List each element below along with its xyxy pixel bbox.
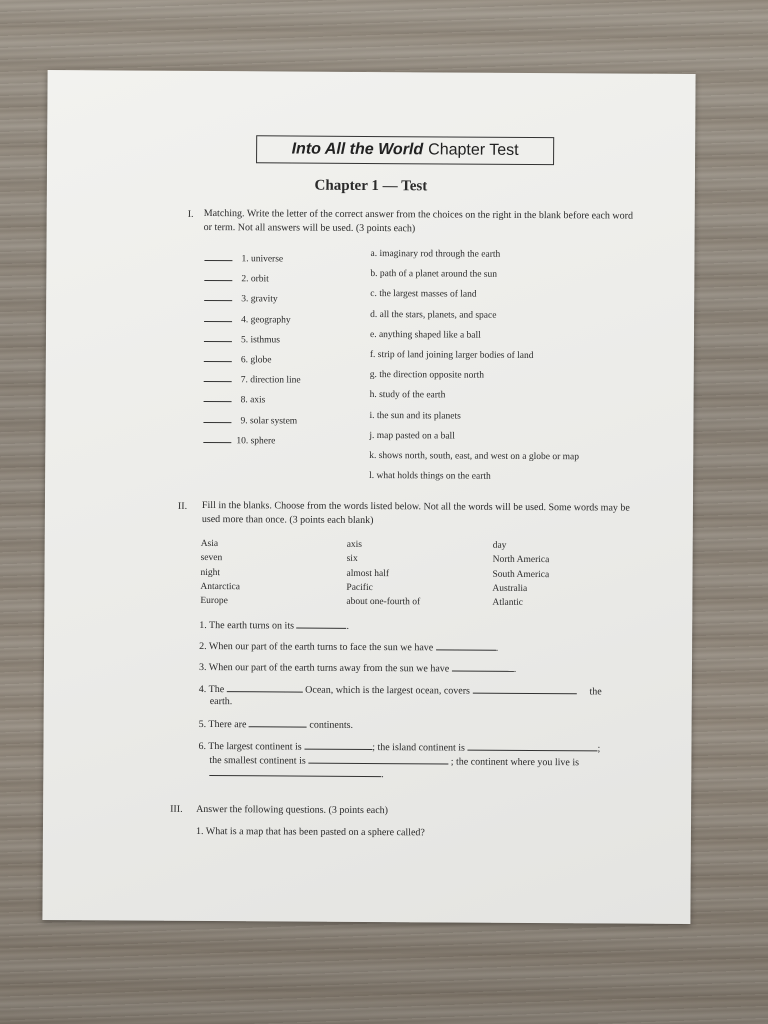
matching-term: 8. axis <box>240 395 266 406</box>
matching-choice: k. shows north, south, east, and west on a globe or map <box>369 451 580 463</box>
question-6-text-a: 6. The largest continent is <box>198 740 302 753</box>
matching-term: 10. sphere <box>236 435 276 447</box>
answer-blank-6a[interactable] <box>304 740 372 750</box>
section1-number: I. <box>187 208 194 220</box>
question-1: 1. The earth turns on its . <box>199 619 350 632</box>
section2-number: II. <box>177 500 188 512</box>
matching-term: 1. universe <box>241 254 284 265</box>
word-bank-item: Europe <box>200 596 228 607</box>
matching-term-row <box>203 433 275 446</box>
question-5-text-a: 5. There are <box>198 718 247 731</box>
question-4-text-c: the <box>589 686 602 698</box>
word-bank-item: Atlantic <box>492 597 523 609</box>
word-bank-item: axis <box>346 539 363 550</box>
title-italic: Into All the World <box>291 140 424 159</box>
matching-term: 9. solar system <box>240 415 298 427</box>
word-bank-item: North America <box>492 555 550 566</box>
matching-choice: i. the sun and its planets <box>369 410 461 422</box>
matching-term-row <box>204 271 269 284</box>
matching-choice: d. all the stars, planets, and space <box>370 309 497 321</box>
matching-term-row <box>204 291 277 304</box>
question-6-line3: . <box>209 766 384 780</box>
matching-answer-blank[interactable] <box>204 291 232 301</box>
matching-term: 4. geography <box>241 314 291 326</box>
matching-answer-blank[interactable] <box>203 433 231 443</box>
matching-answer-blank[interactable] <box>204 312 232 322</box>
matching-term-row <box>204 332 280 345</box>
word-bank-item: seven <box>200 553 223 564</box>
matching-answer-blank[interactable] <box>204 392 232 402</box>
matching-choice: g. the direction opposite north <box>369 370 485 381</box>
question-6-text-e: ; the continent where you live is <box>450 756 580 769</box>
word-bank-item: night <box>200 567 221 578</box>
section3-number: III. <box>170 803 183 815</box>
question-5 <box>199 717 354 731</box>
answer-blank-6b[interactable] <box>467 741 597 752</box>
title-box <box>256 135 554 165</box>
word-bank-item: six <box>346 554 358 565</box>
title-rest: Chapter Test <box>428 141 519 159</box>
question-1-text: 1. The earth turns on its <box>199 619 295 632</box>
question-2: 2. When our part of the earth turns to face the sun we have . <box>199 640 499 654</box>
question-3: 3. When our part of the earth turns away from the sun we have . <box>198 661 517 675</box>
matching-answer-blank[interactable] <box>204 271 232 281</box>
matching-choice: b. path of a planet around the sun <box>370 269 498 280</box>
answer-blank-4b[interactable] <box>472 684 576 695</box>
matching-choice: c. the largest masses of land <box>370 289 477 301</box>
question-3-text: 3. When our part of the earth turns away from the sun we have <box>198 661 450 675</box>
answer-blank-6d[interactable] <box>209 766 381 777</box>
matching-choice: l. what holds things on the earth <box>369 471 491 482</box>
answer-blank-1[interactable] <box>297 619 347 629</box>
matching-answer-blank[interactable] <box>204 352 232 362</box>
question-6-text-c: ; <box>597 743 601 755</box>
matching-answer-blank[interactable] <box>203 413 231 423</box>
matching-term: 6. globe <box>240 355 272 366</box>
test-paper <box>42 70 695 924</box>
matching-answer-blank[interactable] <box>204 251 232 261</box>
matching-term-row <box>204 352 272 365</box>
word-bank-item: Australia <box>492 583 528 594</box>
word-bank-item: day <box>492 540 507 551</box>
chapter-heading: Chapter 1 — Test <box>314 177 428 195</box>
question-6-text-b: ; the island continent is <box>372 742 466 754</box>
answer-blank-5[interactable] <box>249 717 307 727</box>
matching-term-row <box>203 413 297 427</box>
matching-term: 2. orbit <box>241 274 269 285</box>
matching-choice: j. map pasted on a ball <box>369 430 455 442</box>
question-4 <box>199 682 602 697</box>
question-2-text: 2. When our part of the earth turns to face the sun we have <box>199 640 434 654</box>
word-bank-item: almost half <box>346 568 390 579</box>
answer-blank-2[interactable] <box>436 640 496 650</box>
question-4-cont: earth. <box>209 696 233 708</box>
question-6 <box>198 739 600 754</box>
question-4-text-b: Ocean, which is the largest ocean, covers <box>305 684 470 697</box>
matching-term-row <box>204 372 301 386</box>
word-bank-item: Pacific <box>346 582 373 593</box>
matching-term: 7. direction line <box>240 375 301 386</box>
question-5-text-b: continents. <box>309 719 354 731</box>
matching-term: 3. gravity <box>241 294 278 305</box>
matching-term-row <box>204 392 266 405</box>
section2-instructions: Fill in the blanks. Choose from the words listed below. Not all the words will be used. Some words may be used more than once. (3 points each blank) <box>201 499 630 527</box>
matching-answer-blank[interactable] <box>204 332 232 342</box>
matching-term-row <box>204 312 291 326</box>
answer-blank-3[interactable] <box>452 662 514 672</box>
matching-choice: a. imaginary rod through the earth <box>370 249 501 260</box>
answer-blank-6c[interactable] <box>308 754 448 765</box>
matching-term-row <box>204 251 283 264</box>
section3-question-1: 1. What is a map that has been pasted on a sphere called? <box>195 825 425 839</box>
question-4-text-a: 4. The <box>198 683 225 696</box>
question-6-text-d: the smallest continent is <box>209 755 306 767</box>
matching-choice: h. study of the earth <box>369 390 446 401</box>
word-bank-item: about one-fourth of <box>346 597 421 608</box>
matching-choice: f. strip of land joining larger bodies of land <box>369 350 534 362</box>
matching-term: 5. isthmus <box>240 335 281 346</box>
word-bank-item: Antarctica <box>200 581 241 593</box>
word-bank-item: Asia <box>200 538 219 550</box>
matching-answer-blank[interactable] <box>204 372 232 382</box>
section3-instructions: Answer the following questions. (3 points each) <box>196 803 389 817</box>
matching-choice: e. anything shaped like a ball <box>369 329 481 341</box>
answer-blank-4a[interactable] <box>227 682 303 692</box>
word-bank-item: South America <box>492 569 550 580</box>
section1-instructions: Matching. Write the letter of the correct answer from the choices on the right in the blank before each word or term. Not all answers will be used. (3 points each) <box>203 207 634 235</box>
